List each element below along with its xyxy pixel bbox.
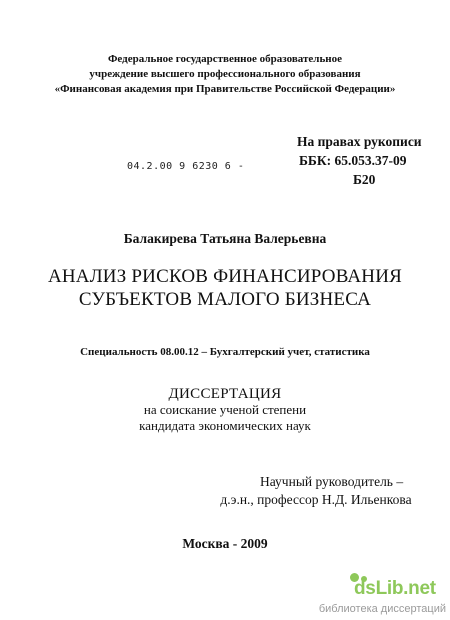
institution-line-2: учреждение высшего профессионального образования [89, 68, 361, 80]
bbk-code: ББК: 65.053.37-09 [299, 153, 407, 168]
degree-name: кандидата экономических наук [139, 418, 311, 433]
dissertation-title [0, 265, 450, 311]
dslib-watermark [318, 573, 446, 617]
title-line-1: АНАЛИЗ РИСКОВ ФИНАНСИРОВАНИЯ [47, 266, 403, 287]
institution-line-1: Федеральное государственное образовательное [107, 53, 343, 65]
dissertation-type-block [0, 386, 450, 434]
scientific-advisor-block [200, 473, 432, 509]
dissertation-heading: ДИССЕРТАЦИЯ [168, 386, 282, 402]
institution-line-3: «Финансовая академия при Правительстве Российской Федерации» [54, 83, 396, 95]
specialty-line: Специальность 08.00.12 – Бухгалтерский учет, статистика [80, 346, 370, 358]
city-year: Москва - 2009 [182, 536, 268, 551]
author-name: Балакирева Татьяна Валерьевна [123, 231, 327, 246]
registration-stamp: 04.2.00 9 6230 6 - [127, 161, 245, 172]
rights-label: На правах рукописи [297, 134, 422, 149]
title-line-2: СУБЪЕКТОВ МАЛОГО БИЗНЕСА [78, 289, 372, 310]
degree-purpose: на соискание ученой степени [143, 402, 307, 417]
watermark-tagline: библиотека диссертаций [318, 603, 446, 615]
institution-header [0, 52, 450, 97]
manuscript-rights-block [297, 132, 422, 189]
advisor-name: д.э.н., профессор Н.Д. Ильенкова [220, 492, 412, 507]
advisor-label: Научный руководитель – [260, 474, 404, 489]
catalog-code: Б20 [353, 172, 376, 187]
watermark-brand: dsLib.net [354, 578, 436, 599]
